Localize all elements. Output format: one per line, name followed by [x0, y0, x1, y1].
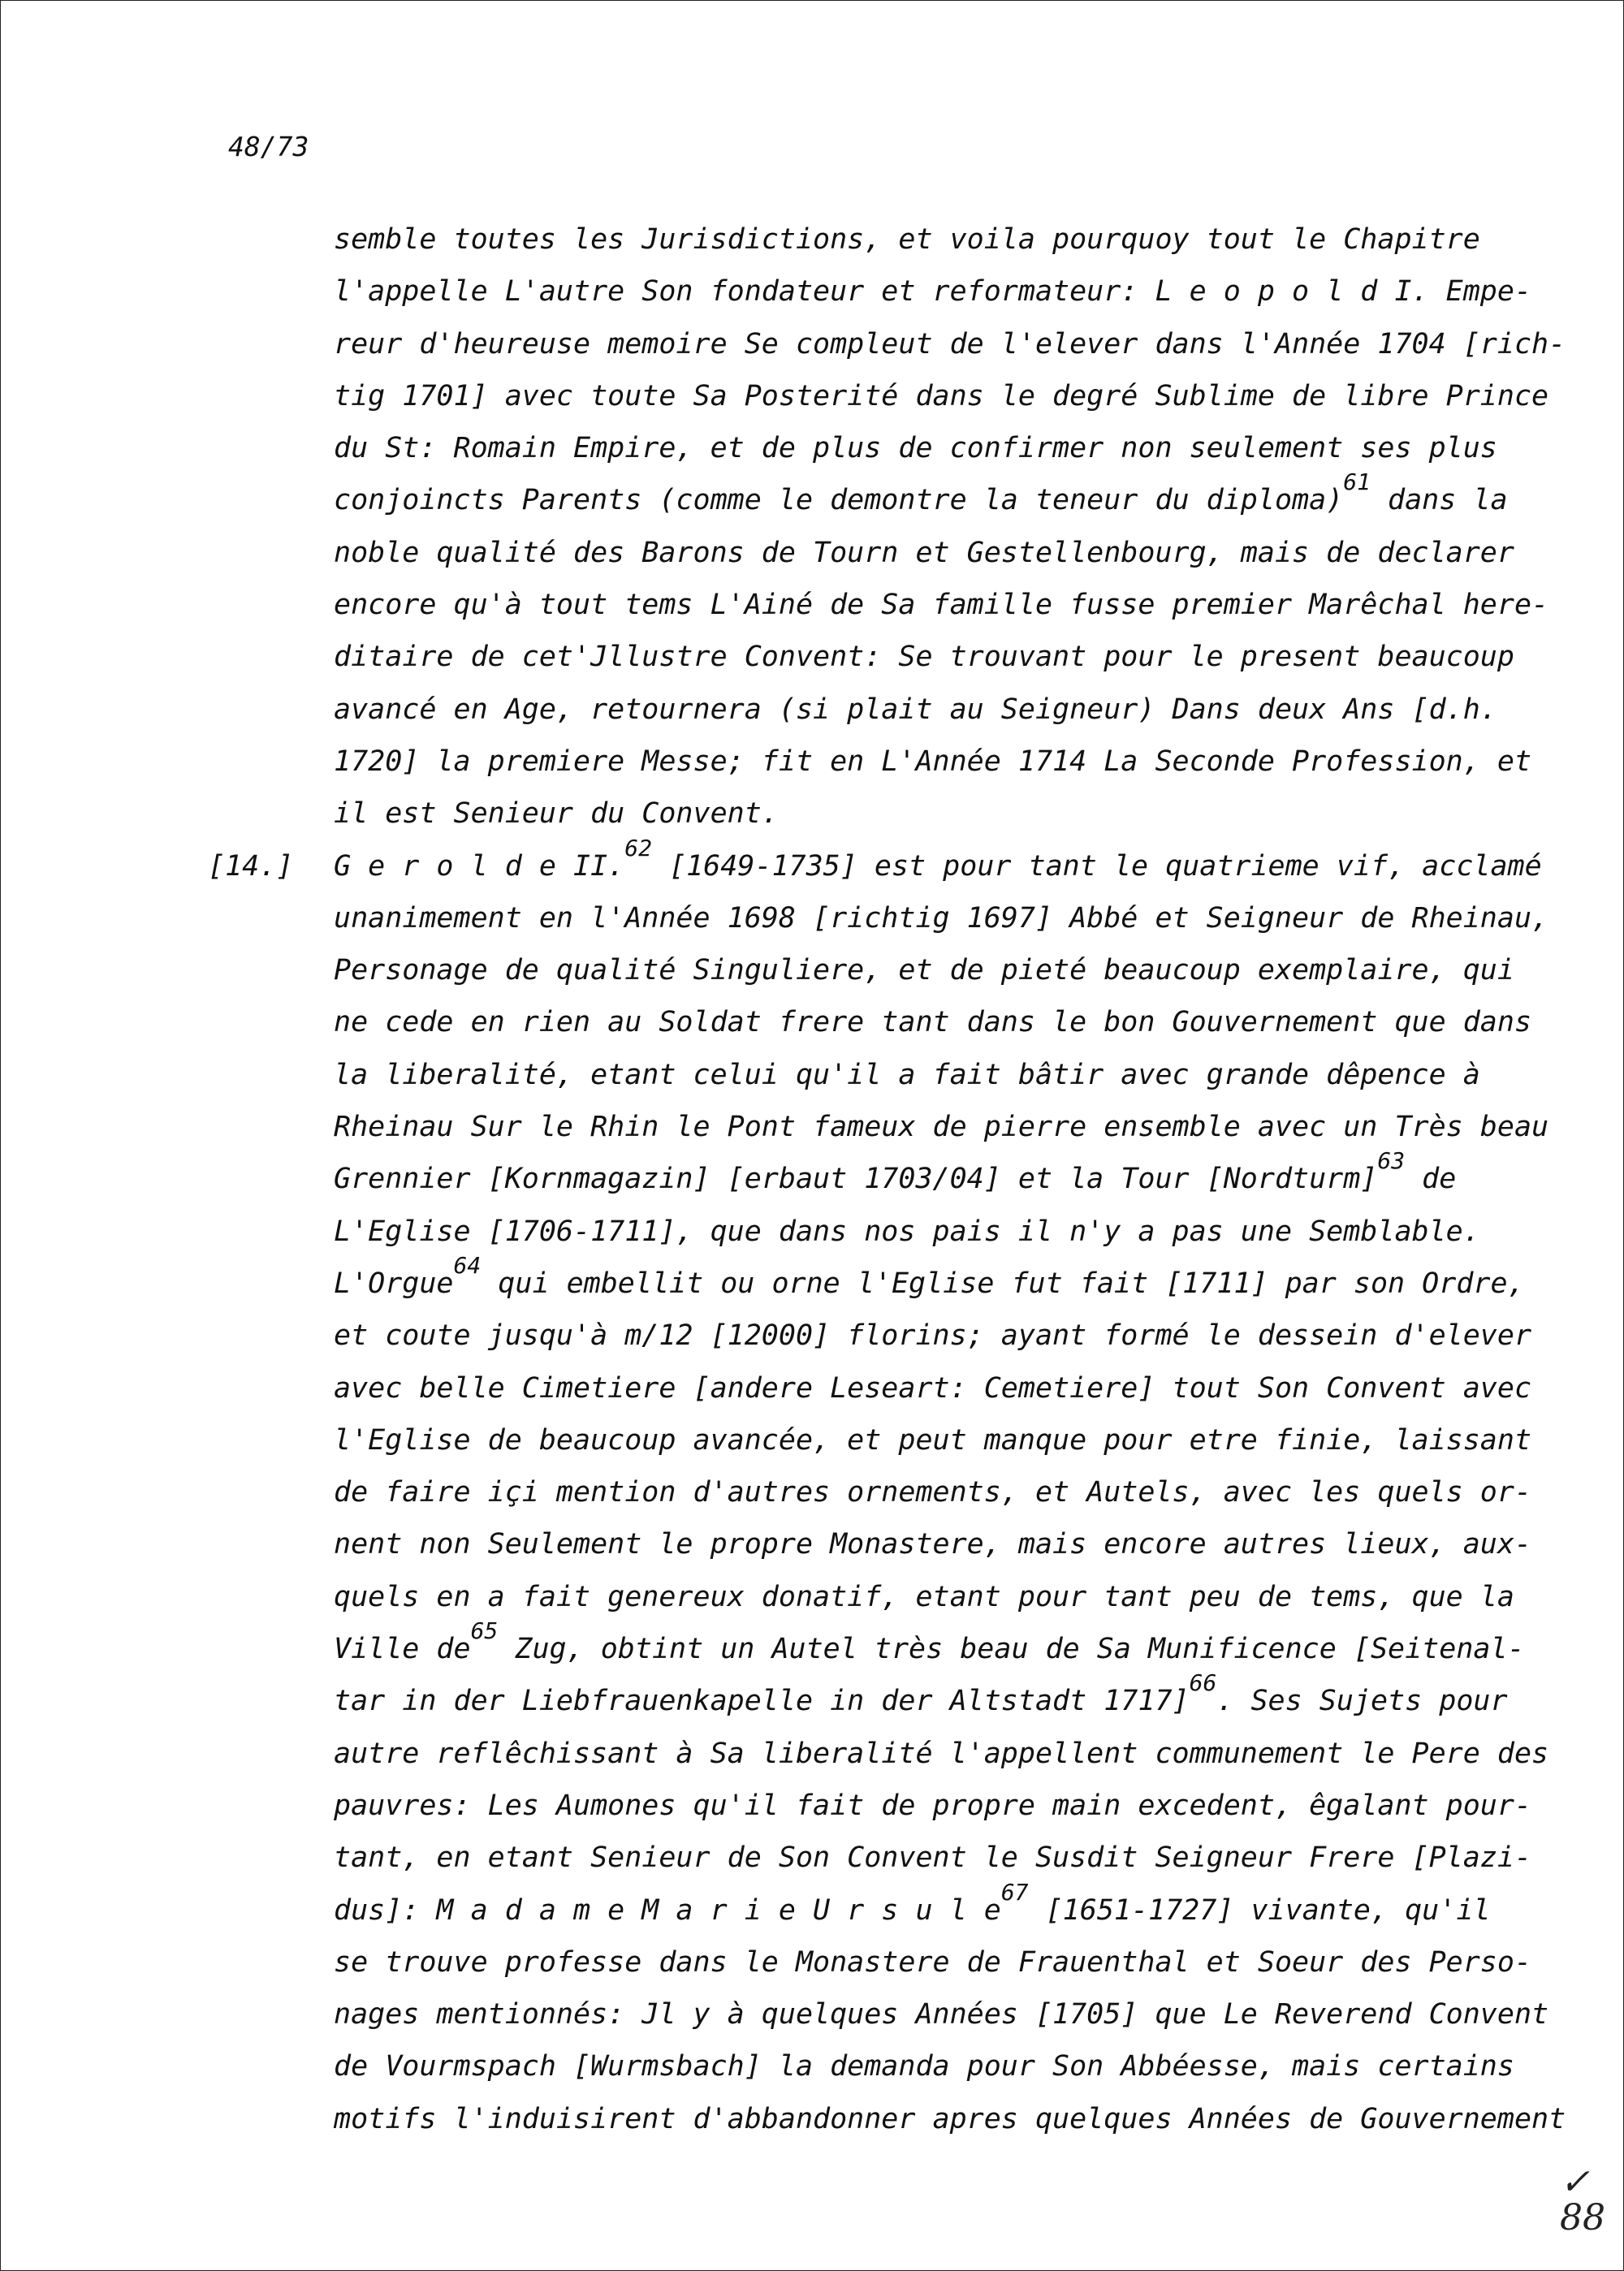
text-segment: nent non Seulement le propre Monastere, mais encore autres lieux, aux- [334, 1528, 1532, 1561]
text-line [334, 422, 1523, 474]
text-line [334, 944, 1523, 996]
text-segment: avancé en Age, retournera (si plait au Seigneur) Dans deux Ans [d.h. [334, 693, 1497, 726]
footnote-marker: 62 [624, 834, 652, 861]
text-segment: [1649-1735] est pour tant le quatrieme vif, acclamé [651, 849, 1542, 883]
text-line [334, 2040, 1523, 2092]
text-segment: [1651-1727] vivante, qu'il [1028, 1893, 1491, 1927]
text-segment: dans la [1370, 484, 1508, 517]
text-line [334, 579, 1549, 631]
folio-annotation: 88 [1560, 2197, 1605, 2239]
text-segment: conjoincts Parents (comme le demontre la teneur du diploma) [334, 484, 1344, 517]
text-segment: se trouve professe dans le Monastere de Frauenthal et Soeur des Perso- [334, 1945, 1532, 1979]
handwritten-margin-mark [1560, 2161, 1605, 2239]
text-line [334, 996, 1532, 1048]
text-segment: de [1405, 1163, 1457, 1196]
page-number: 48/73 [228, 131, 309, 162]
text-segment: l'appelle L'autre Son fondateur et reformateur: L e o p o l d I. Empe- [334, 275, 1532, 309]
text-line [334, 684, 1523, 736]
text-line [334, 1936, 1532, 1988]
text-segment: la liberalité, etant celui qu'il a fait bâtir avec grande dêpence à [334, 1058, 1480, 1091]
text-line [334, 1362, 1532, 1414]
text-segment: de faire içi mention d'autres ornements, et Autels, avec les quels or- [334, 1476, 1532, 1509]
text-line [334, 1466, 1532, 1518]
text-segment: . Ses Sujets pour [1216, 1685, 1508, 1718]
text-line [334, 1878, 1523, 1936]
text-segment: Personage de qualité Singuliere, et de pieté beaucoup exemplaire, qui [334, 954, 1514, 987]
section-marker: [14.] [208, 849, 294, 883]
text-segment: il est Senieur du Convent. [334, 797, 779, 831]
text-segment: pauvres: Les Aumones qu'il fait de propre main excedent, êgalant pour- [334, 1789, 1532, 1822]
text-line [334, 1617, 1525, 1675]
footnote-marker: 61 [1343, 468, 1371, 496]
text-segment: semble toutes les Jurisdictions, et voila pourquoy tout le Chapitre [334, 223, 1480, 256]
check-mark: ✓ [1560, 2161, 1590, 2203]
text-line [334, 1728, 1549, 1780]
footnote-marker: 67 [1000, 1878, 1029, 1906]
text-segment: L'Eglise [1706-1711], que dans nos pais il n'y a pas une Semblable. [334, 1215, 1480, 1248]
text-segment: du St: Romain Empire, et de plus de confirmer non seulement ses plus [334, 432, 1497, 465]
text-segment: avec belle Cimetiere [andere Leseart: Cemetiere] tout Son Convent avec [334, 1371, 1532, 1405]
text-line [334, 1780, 1532, 1832]
text-segment: tant, en etant Senieur de Son Convent le Susdit Seigneur Frere [Plazi- [334, 1841, 1532, 1875]
text-line [334, 370, 1549, 422]
text-line [334, 1414, 1532, 1466]
text-segment: quels en a fait genereux donatif, etant pour tant peu de tems, que la [334, 1580, 1514, 1613]
text-segment: noble qualité des Barons de Tourn et Gestellenbourg, mais de declarer [334, 536, 1514, 569]
body-text [208, 214, 1566, 2145]
text-segment: Zug, obtint un Autel très beau de Sa Munificence [Seitenal- [498, 1633, 1525, 1666]
footnote-marker: 63 [1377, 1147, 1406, 1175]
text-segment: ne cede en rien au Soldat frere tant dans le bon Gouvernement que dans [334, 1006, 1532, 1039]
text-line [334, 788, 1523, 840]
text-line [208, 834, 1542, 892]
text-line [334, 1571, 1523, 1623]
text-segment: dus]: M a d a m e M a r i e U r s u l e [334, 1893, 1001, 1927]
text-line [334, 1988, 1549, 2040]
text-line [334, 631, 1523, 683]
text-segment: Ville de [334, 1633, 471, 1666]
text-line [334, 214, 1523, 266]
text-line [334, 1310, 1532, 1362]
text-segment: l'Eglise de beaucoup avancée, et peut manque pour etre finie, laissant [334, 1423, 1532, 1457]
text-segment: reur d'heureuse memoire Se compleut de l'elever dans l'Année 1704 [rich- [334, 327, 1566, 361]
text-line [334, 2093, 1566, 2145]
text-segment: Grennier [Kornmagazin] [erbaut 1703/04] et la Tour [Nordturm] [334, 1163, 1378, 1196]
text-segment: autre reflêchissant à Sa liberalité l'appellent communement le Pere des [334, 1737, 1549, 1770]
text-segment: ditaire de cet'Jllustre Convent: Se trouvant pour le present beaucoup [334, 641, 1514, 674]
footnote-marker: 64 [453, 1251, 482, 1279]
text-segment: nages mentionnés: Jl y à quelques Années [1705] que Le Reverend Convent [334, 1998, 1549, 2031]
text-line [334, 892, 1549, 944]
text-segment: L'Orgue [334, 1267, 454, 1300]
text-line [334, 1206, 1523, 1258]
text-segment: qui embellit ou orne l'Eglise fut fait [1711] par son Ordre, [481, 1267, 1525, 1300]
text-segment: unanimement en l'Année 1698 [richtig 1697] Abbé et Seigneur de Rheinau, [334, 901, 1549, 935]
text-line [334, 1049, 1523, 1101]
text-segment: et coute jusqu'à m/12 [12000] florins; ayant formé le dessein d'elever [334, 1319, 1532, 1353]
text-segment: tig 1701] avec toute Sa Posterité dans le degré Sublime de libre Prince [334, 379, 1549, 412]
text-line [334, 1669, 1523, 1727]
text-segment: Rheinau Sur le Rhin le Pont fameux de pierre ensemble avec un Très beau [334, 1111, 1549, 1144]
text-line [334, 736, 1532, 788]
footnote-marker: 66 [1189, 1669, 1217, 1697]
text-segment: G e r o l d e II. [334, 849, 625, 883]
text-segment: 1720] la premiere Messe; fit en L'Année 1714 La Seconde Profession, et [334, 745, 1532, 778]
text-line [334, 1101, 1549, 1153]
text-line [334, 1147, 1523, 1205]
text-segment: tar in der Liebfrauenkapelle in der Altstadt 1717] [334, 1685, 1190, 1718]
text-segment: motifs l'induisirent d'abbandonner apres quelques Années de Gouvernement [334, 2102, 1566, 2135]
text-segment: de Vourmspach [Wurmsbach] la demanda pour Son Abbéesse, mais certains [334, 2050, 1514, 2083]
text-line [334, 1832, 1532, 1884]
text-line [334, 1518, 1532, 1570]
text-segment: encore qu'à tout tems L'Ainé de Sa famille fusse premier Marêchal here- [334, 589, 1549, 622]
text-line [334, 266, 1532, 317]
footnote-marker: 65 [470, 1617, 499, 1645]
text-line [334, 318, 1566, 370]
text-line [334, 527, 1523, 579]
text-line [334, 1251, 1525, 1310]
text-line [334, 468, 1523, 526]
